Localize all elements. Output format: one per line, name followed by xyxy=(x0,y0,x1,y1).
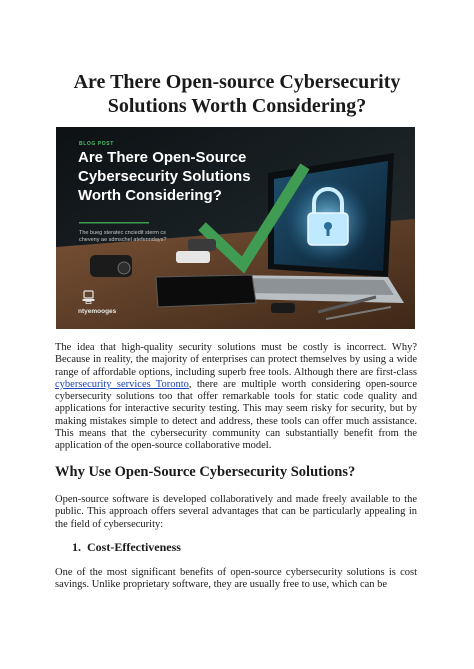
intro-text-after-link: , there are multiple worth considering open-source cybersecurity solutions too that offer remarkable tools for static code quality and applications for interactive security testing. This may seem risky for security, but by making mistakes simple to detect and address, these tools can offer much assistance. This means that the cybersecurity community can substantially benefit from the application of the open-source collaborative model. xyxy=(55,378,417,452)
document-title: Are There Open-source Cybersecurity Solutions Worth Considering? xyxy=(73,71,401,117)
hero-heading: Are There Open-Source Cybersecurity Solutions Worth Considering? xyxy=(78,149,251,204)
laptop-icon xyxy=(82,290,95,304)
hero-brand: ntyemooges xyxy=(78,308,117,315)
hero-image xyxy=(56,127,415,329)
list-item-heading xyxy=(72,540,181,555)
list-item-title: Cost-Effectiveness xyxy=(87,540,181,554)
hero-tag: BLOG POST xyxy=(79,141,114,147)
list-item-paragraph: One of the most significant benefits of open-source cybersecurity solutions is cost savings. Unlike proprietary software, they are usually free to use, which can be xyxy=(55,567,417,591)
smartphone-icon xyxy=(156,275,256,307)
hero-subtext: The bueg steratec cnciedit sterm cs cheveny ae sdmschel atefenndays? xyxy=(79,230,167,243)
section-intro-paragraph: Open-source software is developed collaboratively and made freely available to the public. This approach offers several advantages that can be particularly appealing in the field of cybersecurity: xyxy=(55,494,417,530)
cybersecurity-services-link[interactable]: cybersecurity services Toronto xyxy=(55,378,189,390)
intro-text-before-link: The idea that high-quality security solutions must be costly is incorrect. Why? Because in reality, the majority of enterprises can protect themselves by using a wide range of affordable options, including superb free tools. Although there are first-class xyxy=(55,342,417,378)
list-item-number: 1. xyxy=(72,540,81,554)
intro-paragraph xyxy=(55,342,417,453)
section-heading: Why Use Open-Source Cybersecurity Solutions? xyxy=(55,464,356,480)
